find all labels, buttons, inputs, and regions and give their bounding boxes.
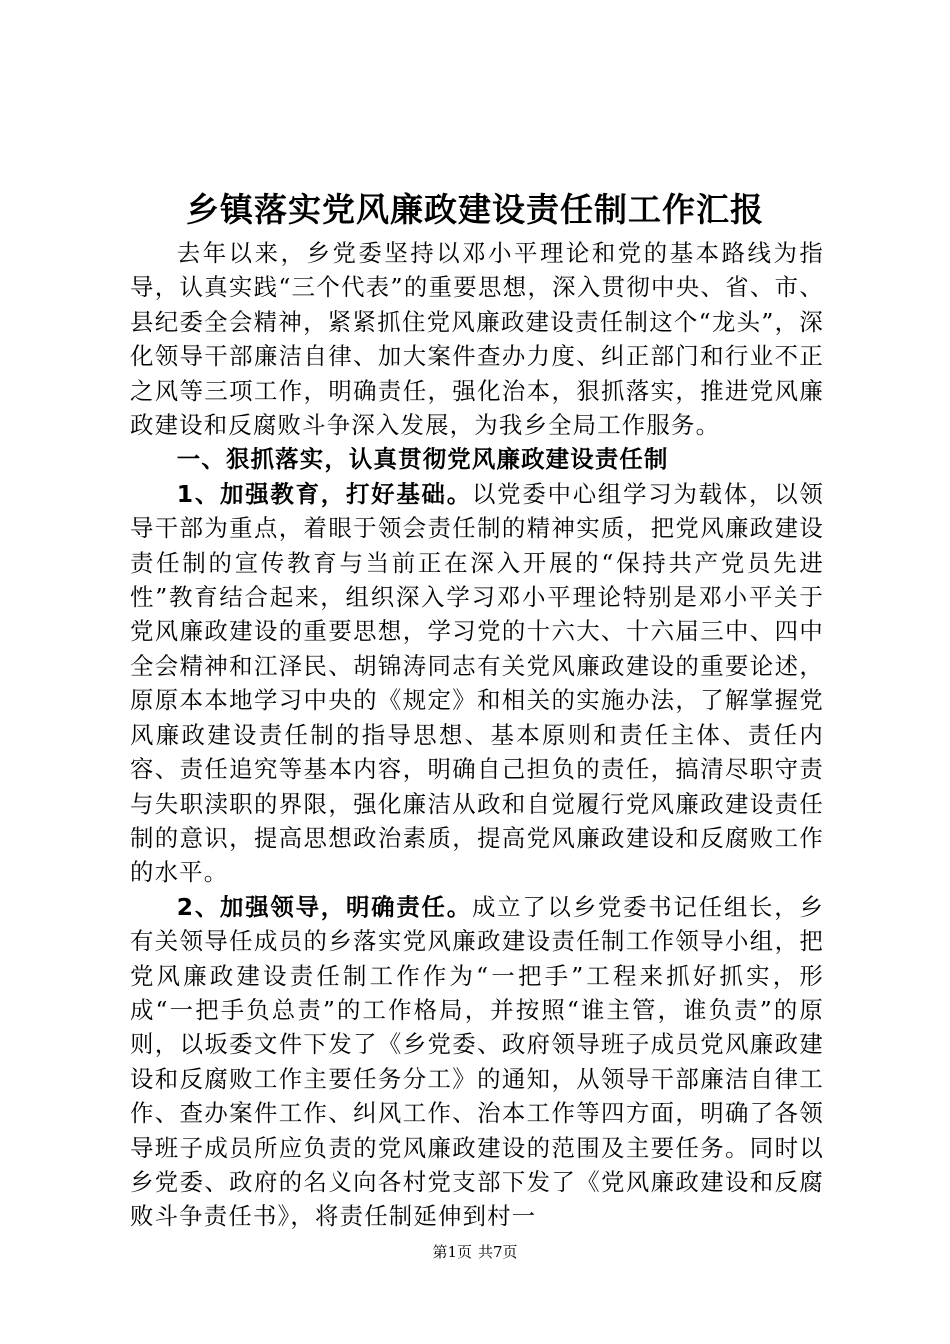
page-total: 共7页	[478, 1243, 518, 1261]
item-2-lead: 2、加强领导，明确责任。	[176, 892, 472, 921]
item-1-paragraph	[130, 477, 824, 890]
item-2-paragraph	[130, 890, 824, 1234]
item-1-text: 以党委中心组学习为载体，以领导干部为重点，着眼于领会责任制的精神实质，把党风廉政建设责任制的宣传教育与当前正在深入开展的“保持共产党员先进性”教育结合起来，组织深入学习邓小平理论特别是邓小平关于党风廉政建设的重要思想，学习党的十六大、十六届三中、四中全会精神和江泽民、胡锦涛同志有关党风廉政建设的重要论述，原原本本地学习中央的《规定》和相关的实施办法，了解掌握党风廉政建设责任制的指导思想、基本原则和责任主体、责任内容、责任追究等基本内容，明确自己担负的责任，搞清尽职守责与失职渎职的界限，强化廉洁从政和自觉履行党风廉政建设责任制的意识，提高思想政治素质，提高党风廉政建设和反腐败工作的水平。	[130, 479, 824, 887]
document-body	[130, 236, 824, 1234]
intro-paragraph: 去年以来，乡党委坚持以邓小平理论和党的基本路线为指导，认真实践“三个代表”的重要思想，深入贯彻中央、省、市、县纪委全会精神，紧紧抓住党风廉政建设责任制这个“龙头”，深化领导干部廉洁自律、加大案件查办力度、纠正部门和行业不正之风等三项工作，明确责任，强化治本，狠抓落实，推进党风廉政建设和反腐败斗争深入发展，为我乡全局工作服务。	[130, 239, 824, 440]
item-1-lead: 1、加强教育，打好基础。	[176, 479, 472, 508]
section-heading: 一、狠抓落实，认真贯彻党风廉政建设责任制	[176, 445, 669, 474]
page-number: 第1页	[432, 1243, 472, 1261]
document-title: 乡镇落实党风廉政建设责任制工作汇报	[186, 190, 764, 229]
item-2-text: 成立了以乡党委书记任组长，乡有关领导任成员的乡落实党风廉政建设责任制工作领导小组，把党风廉政建设责任制工作作为“一把手”工程来抓好抓实，形成“一把手负总责”的工作格局，并按照“谁主管，谁负责”的原则，以坂委文件下发了《乡党委、政府领导班子成员党风廉政建设和反腐败工作主要任务分工》的通知，从领导干部廉洁自律工作、查办案件工作、纠风工作、治本工作等四方面，明确了各领导班子成员所应负责的党风廉政建设的范围及主要任务。同时以乡党委、政府的名义向各村党支部下发了《党风廉政建设和反腐败斗争责任书》，将责任制延伸到村一	[130, 892, 824, 1231]
page-footer	[0, 1242, 950, 1262]
